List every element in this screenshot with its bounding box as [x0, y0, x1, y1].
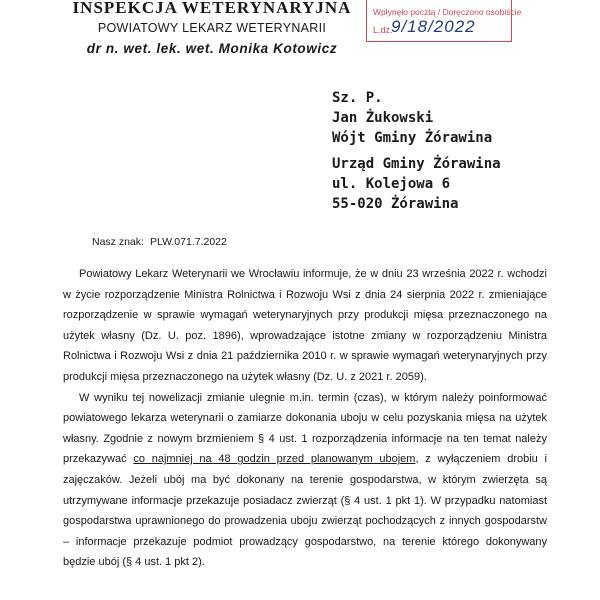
recipient-address — [332, 154, 501, 214]
recipient-position: Wójt Gminy Żórawina — [332, 130, 493, 146]
recipient-name: Jan Żukowski — [332, 110, 434, 126]
paragraph-1: Powiatowy Lekarz Weterynarii we Wrocławiu informuje, że w dniu 23 września 2022 r. wchodzi w życie rozporządzenie Ministra Rolnictwa i Rozwoju Wsi z dnia 24 sierpnia 2022 r. zmieniające rozporządzenie w sprawie wymagań weterynaryjnych przy produkcji mięsa przeznaczonego na użytek własny (Dz. U. poz. 1896), wprowadzające istotne zmiany w rozporządzeniu Ministra Rolnictwa i Rozwoju Wsi z dnia 21 października 2010 r. w sprawie wymagań weterynaryjnych przy produkcji mięsa przeznaczonego na użytek własny (Dz. U. z 2021 r. 2059). — [63, 268, 547, 383]
receipt-stamp — [366, 0, 522, 42]
paragraph-2-part-1: W wyniku tej nowelizacji zmianie ulegnie m.in. termin (czas), w którym należy poinformować powiatowego lekarza weterynarii o zamiarze dokonania uboju w celu pozyskania mięsa na użytek własny. Zgodnie z nowym brzmieniem § 4 ust. 1 rozporządzenia informacje na ten temat należy przekazywać — [63, 391, 547, 466]
letterhead — [62, 0, 362, 56]
address-city: 55-020 Żórawina — [332, 196, 459, 212]
reference-value: PLW.071.7.2022 — [150, 236, 227, 248]
official-name: dr n. wet. lek. wet. Monika Kotowicz — [86, 41, 338, 56]
address-street: ul. Kolejowa 6 — [332, 176, 451, 192]
paragraph-2-underlined: co najmniej na 48 godzin przed planowanym ubojem — [133, 453, 416, 466]
paragraph-2-part-2: , z wyłączeniem drobiu i zajęczaków. Jeżeli ubój ma być dokonany na terenie gospodarstwa, w którym zwierzęta są utrzymywane informacje przekazuje posiadacz zwierząt (§ 4 ust. 1 pkt 1). W przypadku natomiast gospodarstwa uprawnionego do prowadzenia uboju zwierząt pochodzących z innych gospodarstw – informacje przekazuje podmiot prowadzący gospodarstwo, na terenie którego dokonywany będzie ubój (§ 4 ust. 1 pkt 2). — [63, 453, 547, 569]
stamp-text: Wpłynęło pocztą / Doręczono osobiście — [373, 7, 522, 17]
reference-number — [92, 236, 227, 248]
reference-label: Nasz znak: — [92, 236, 144, 248]
institution-title: INSPEKCJA WETERYNARYJNA — [72, 0, 352, 17]
institution-subtitle: POWIATOWY LEKARZ WETERYNARII — [97, 21, 327, 35]
paragraph-2 — [63, 388, 547, 573]
letter-body — [63, 264, 547, 573]
recipient-block — [332, 88, 492, 148]
address-office: Urząd Gminy Żórawina — [332, 156, 501, 172]
stamp-date-label: L.dz. — [373, 25, 393, 35]
recipient-salutation: Sz. P. — [332, 90, 383, 106]
stamp-date: 9/18/2022 — [391, 17, 476, 36]
